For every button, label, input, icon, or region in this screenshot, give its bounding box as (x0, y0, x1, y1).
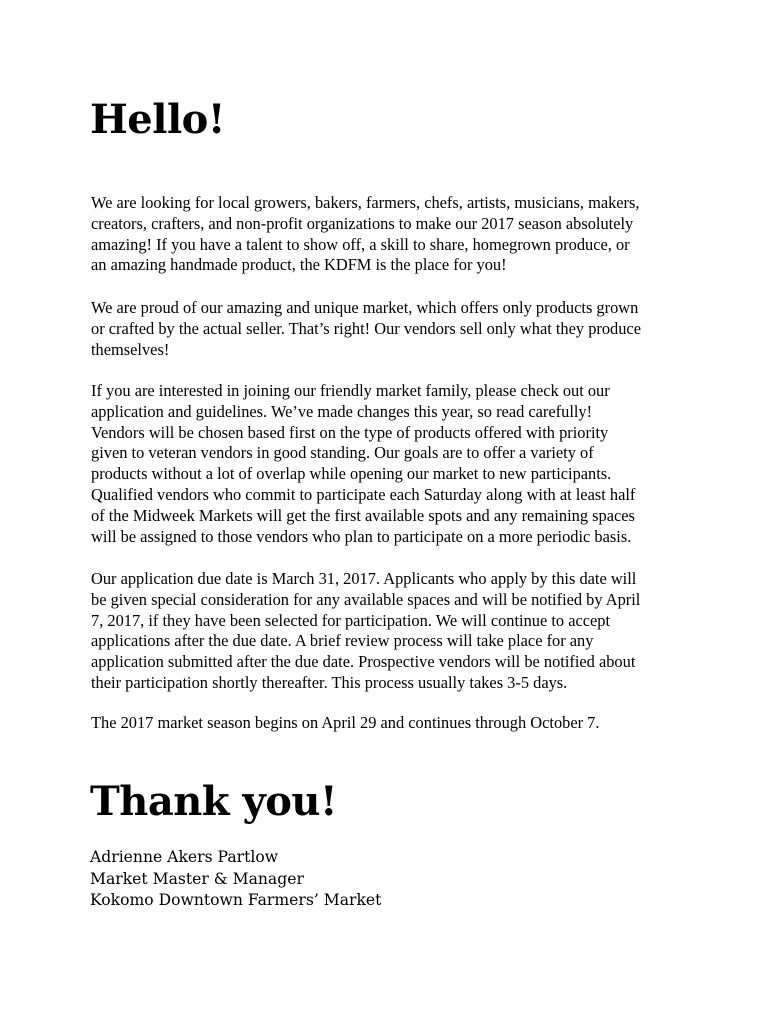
paragraph-line: Vendors will be chosen based first on the type of products offered with priority (91, 422, 609, 442)
greeting-heading: Hello! (90, 96, 225, 143)
signature-organization: Kokomo Downtown Farmers’ Market (90, 891, 382, 909)
paragraph-line: If you are interested in joining our friendly market family, please check out our (91, 381, 610, 400)
signature-name: Adrienne Akers Partlow (90, 848, 279, 866)
paragraph-line: given to veteran vendors in good standing. Our goals are to offer a variety of (91, 443, 594, 463)
paragraph-line: be given special consideration for any available spaces and will be notified by April (91, 589, 641, 609)
paragraph-line: will be assigned to those vendors who plan to participate on a more periodic basis. (91, 526, 632, 546)
paragraph-line: Qualified vendors who commit to participate each Saturday along with at least half (91, 484, 636, 504)
paragraph-line: themselves! (91, 339, 170, 359)
paragraph-line: We are looking for local growers, bakers, farmers, chefs, artists, musicians, makers, (91, 193, 640, 212)
closing-heading: Thank you! (90, 778, 338, 825)
paragraph-line: or crafted by the actual seller. That’s right! Our vendors sell only what they produce (91, 318, 641, 338)
paragraph-line: application and guidelines. We’ve made changes this year, so read carefully! (91, 401, 593, 421)
paragraph-line: Our application due date is March 31, 2017. Applicants who apply by this date will (91, 569, 637, 588)
paragraph-line: application submitted after the due date. Prospective vendors will be notified about (91, 652, 636, 672)
paragraph-line: The 2017 market season begins on April 29 and continues through October 7. (91, 713, 600, 732)
paragraph-line: their participation shortly thereafter. This process usually takes 3-5 days. (91, 672, 568, 692)
paragraph-line: amazing! If you have a talent to show off, a skill to share, homegrown produce, or (91, 234, 630, 254)
paragraph-line: applications after the due date. A brief review process will take place for any (91, 631, 594, 651)
paragraph-line: 7, 2017, if they have been selected for participation. We will continue to accept (91, 610, 611, 630)
intro-paragraph (91, 193, 691, 276)
paragraph-line: products without a lot of overlap while opening our market to new participants. (91, 464, 612, 484)
paragraph-line: creators, crafters, and non-profit organizations to make our 2017 season absolutely (91, 213, 634, 233)
market-description-paragraph (91, 298, 691, 360)
vendor-selection-paragraph (91, 381, 691, 547)
paragraph-line: of the Midweek Markets will get the first available spots and any remaining spaces (91, 505, 635, 525)
paragraph-line: an amazing handmade product, the KDFM is the place for you! (91, 255, 507, 275)
season-dates-paragraph (91, 713, 691, 734)
signature-title: Market Master & Manager (90, 869, 304, 888)
paragraph-line: We are proud of our amazing and unique market, which offers only products grown (91, 298, 639, 317)
signature-block (90, 847, 381, 912)
application-deadline-paragraph (91, 569, 691, 694)
